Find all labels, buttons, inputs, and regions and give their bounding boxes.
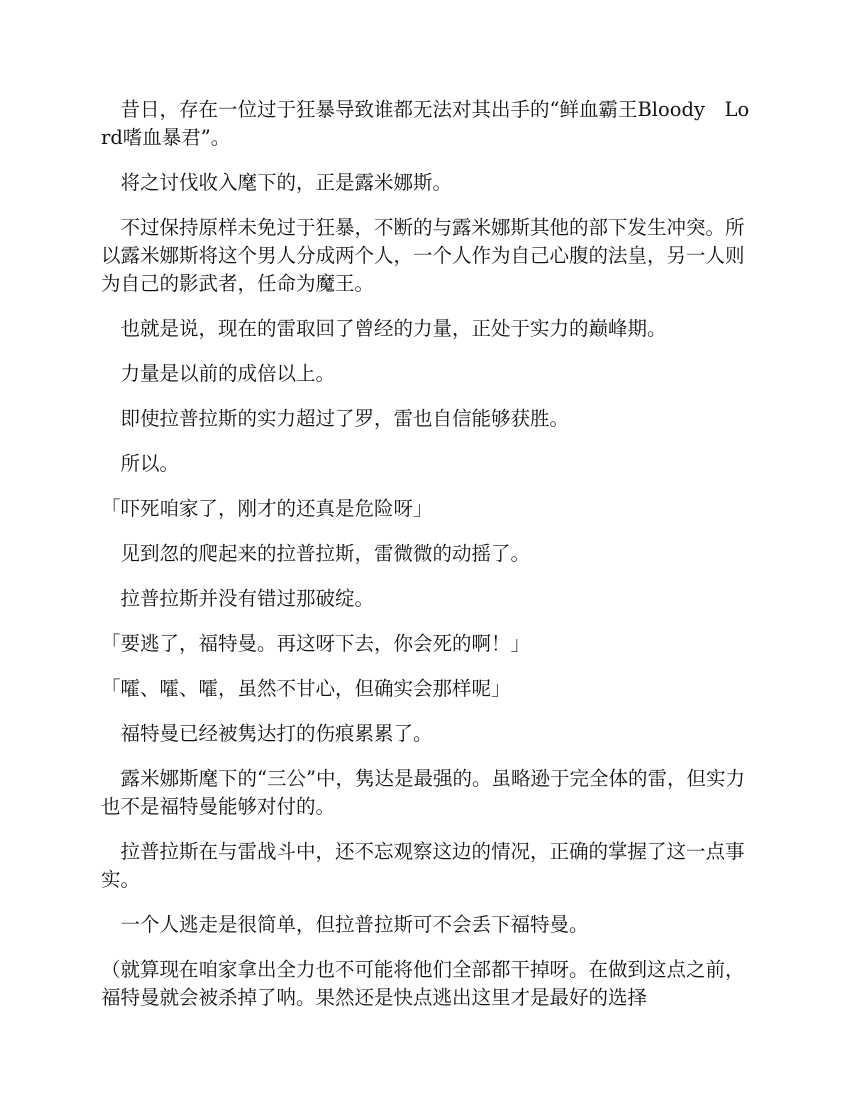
paragraph-8: 「吓死咱家了，刚才的还真是危险呀」 [101,497,433,520]
paragraph-12: 「嚯、嚯、嚯，虽然不甘心，但确实会那样呢」 [101,677,511,700]
paragraph-3: 不过保持原样未免过于狂暴，不断的与露米娜斯其他的部下发生冲突。所以露米娜斯将这个男人分成两个人，一个人作为自己心腹的法皇，另一人则为自己的影武者，任命为魔王。 [101,216,745,295]
paragraph-14: 露米娜斯麾下的“三公”中，隽达是最强的。虽略逊于完全体的雷，但实力也不是福特曼能够对付的。 [101,767,745,818]
paragraph-9: 见到忽的爬起来的拉普拉斯，雷微微的动摇了。 [101,542,531,565]
paragraph-4: 也就是说，现在的雷取回了曾经的力量，正处于实力的巅峰期。 [101,317,667,340]
document-body [101,96,751,1029]
paragraph-10: 拉普拉斯并没有错过那破绽。 [101,587,375,610]
paragraph-15: 拉普拉斯在与雷战斗中，还不忘观察这边的情况，正确的掌握了这一点事实。 [101,840,745,891]
paragraph-5: 力量是以前的成倍以上。 [101,362,336,385]
paragraph-2: 将之讨伐收入麾下的，正是露米娜斯。 [101,171,453,194]
paragraph-7: 所以。 [101,452,180,475]
paragraph-17: （就算现在咱家拿出全力也不可能将他们全部都干掉呀。在做到这点之前，福特曼就会被杀掉了呐。果然还是快点逃出这里才是最好的选择 [101,958,745,1009]
paragraph-13: 福特曼已经被隽达打的伤痕累累了。 [101,722,433,745]
paragraph-16: 一个人逃走是很简单，但拉普拉斯可不会丢下福特曼。 [101,913,589,936]
paragraph-1: 昔日，存在一位过于狂暴导致谁都无法对其出手的“鲜血霸王Bloody Lord嗜血暴君”。 [101,98,750,149]
paragraph-6: 即使拉普拉斯的实力超过了罗，雷也自信能够获胜。 [101,407,570,430]
paragraph-11: 「要逃了，福特曼。再这呀下去，你会死的啊！」 [101,632,531,655]
